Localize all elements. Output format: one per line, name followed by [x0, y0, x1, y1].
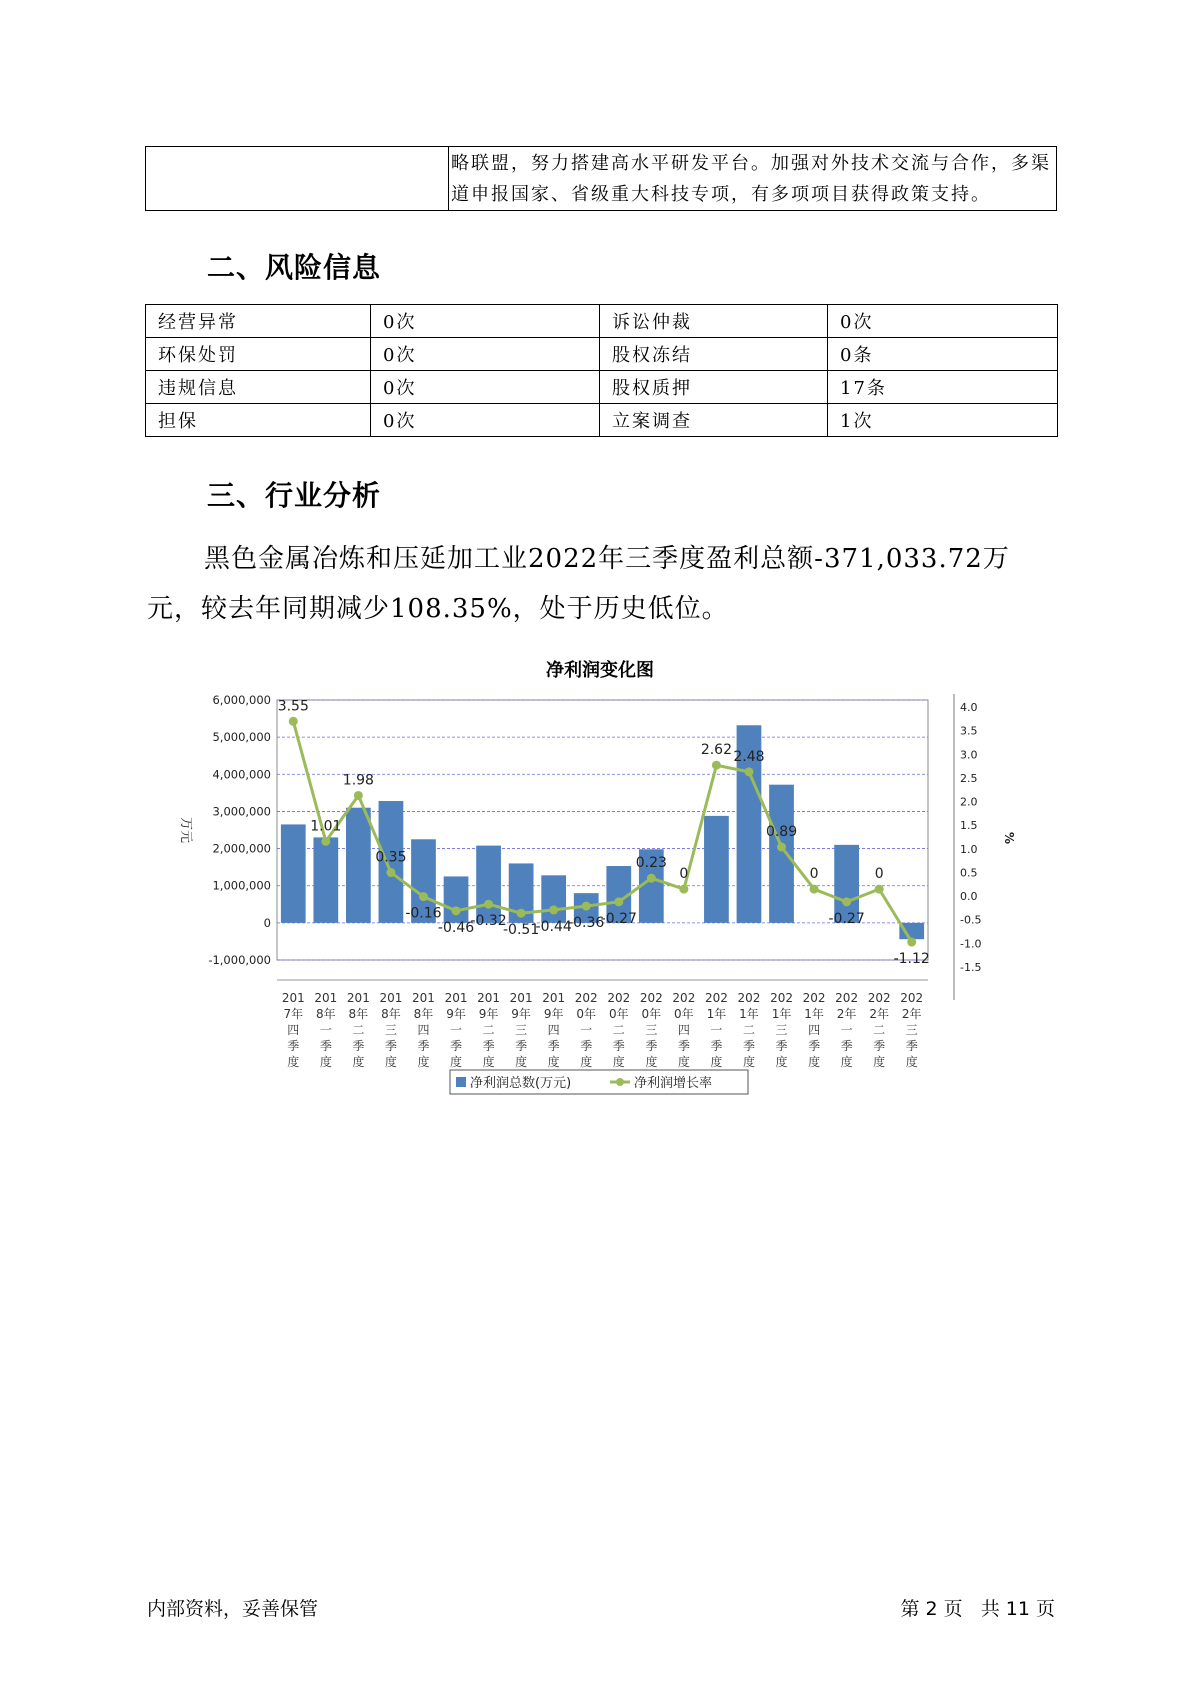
y2-tick-label: 3.5 [960, 724, 978, 738]
bar [313, 837, 338, 922]
x-tick-label: 202 [607, 991, 631, 1005]
x-tick-label: 一 [319, 1023, 332, 1037]
x-tick-label: 201 [412, 991, 435, 1005]
x-tick-label: 度 [515, 1055, 528, 1069]
x-tick-label: 201 [281, 991, 305, 1005]
x-tick-label: 季 [515, 1039, 528, 1053]
industry-paragraph: 黑色金属冶炼和压延加工业2022年三季度盈利总额-371,033.72万元，较去年同期减少108.35%，处于历史低位。 [147, 544, 1010, 624]
x-tick-label: 9年 [511, 1007, 531, 1021]
growth-point [452, 906, 461, 915]
y-tick-label: 1,000,000 [212, 878, 271, 893]
x-tick-label: 三 [515, 1023, 528, 1037]
x-tick-label: 一 [450, 1023, 463, 1037]
growth-point [386, 868, 395, 877]
y2-tick-label: -0.5 [960, 913, 982, 927]
risk-value: 0次 [371, 305, 600, 338]
x-tick-label: 201 [379, 991, 403, 1005]
x-tick-label: 二 [742, 1023, 755, 1037]
x-tick-label: 季 [677, 1039, 690, 1053]
net-profit-chart [160, 690, 1020, 1110]
x-tick-label: 季 [742, 1039, 755, 1053]
x-tick-label: 1年 [804, 1007, 824, 1021]
data-label: -0.27 [828, 910, 865, 927]
y2-tick-label: 0.0 [960, 890, 978, 904]
data-label: -0.27 [600, 910, 637, 927]
x-tick-label: 202 [802, 991, 826, 1005]
x-tick-label: 2年 [901, 1007, 922, 1021]
x-tick-label: 一 [840, 1023, 853, 1037]
x-tick-label: 度 [710, 1055, 723, 1069]
bar [444, 876, 469, 922]
x-tick-label: 三 [775, 1023, 788, 1037]
risk-row [146, 338, 1058, 371]
y-axis-title: 万元 [178, 816, 193, 844]
x-tick-label: 201 [477, 991, 501, 1005]
x-tick-label: 三 [645, 1023, 658, 1037]
risk-value: 1次 [828, 404, 1058, 437]
risk-value: 17条 [828, 371, 1058, 404]
x-tick-label: 9年 [478, 1007, 499, 1021]
x-tick-label: 8年 [413, 1007, 434, 1021]
x-tick-label: 季 [417, 1039, 430, 1053]
x-tick-label: 201 [314, 991, 338, 1005]
growth-point [614, 897, 623, 906]
growth-point [484, 900, 493, 909]
y2-axis-title: % [1002, 831, 1016, 845]
top-table-left-cell [146, 147, 449, 211]
x-tick-label: 2年 [836, 1007, 857, 1021]
y-tick-label: 6,000,000 [212, 693, 271, 707]
risk-value: 0条 [828, 338, 1058, 371]
risk-value: 0次 [371, 404, 600, 437]
data-label: -0.44 [535, 918, 572, 935]
x-tick-label: 四 [808, 1023, 821, 1037]
x-tick-label: 季 [287, 1039, 300, 1053]
x-tick-label: 三 [384, 1023, 397, 1037]
x-tick-label: 季 [547, 1039, 560, 1053]
y2-tick-label: 1.0 [960, 842, 978, 856]
legend-bar-swatch [456, 1077, 466, 1087]
x-tick-label: 2年 [869, 1007, 889, 1021]
x-tick-label: 二 [352, 1023, 365, 1037]
risk-heading: 二、风险信息 [207, 251, 382, 284]
growth-point [875, 885, 884, 894]
x-tick-label: 1年 [771, 1007, 792, 1021]
x-tick-label: 度 [645, 1055, 658, 1069]
y2-tick-label: -1.5 [960, 961, 982, 974]
x-tick-label: 0年 [674, 1007, 694, 1021]
x-tick-label: 202 [672, 991, 696, 1005]
x-tick-label: 度 [450, 1055, 463, 1069]
growth-point [810, 885, 819, 894]
x-tick-label: 度 [580, 1055, 593, 1069]
x-tick-label: 季 [808, 1039, 821, 1053]
data-label: -0.46 [437, 919, 475, 936]
growth-point [744, 767, 753, 776]
y2-tick-label: 0.5 [960, 866, 978, 880]
x-tick-label: 度 [612, 1055, 625, 1069]
risk-row [146, 305, 1058, 338]
risk-label: 担保 [146, 404, 371, 437]
risk-value: 0次 [371, 371, 600, 404]
x-tick-label: 度 [287, 1055, 300, 1069]
x-tick-label: 201 [542, 991, 566, 1005]
data-label: 0.23 [635, 855, 667, 872]
x-tick-label: 202 [867, 991, 891, 1005]
growth-point [419, 892, 428, 901]
risk-label: 环保处罚 [146, 338, 371, 371]
bar [281, 824, 306, 922]
growth-point [907, 938, 916, 947]
x-tick-label: 度 [742, 1055, 755, 1069]
risk-label: 股权冻结 [600, 338, 828, 371]
x-tick-label: 202 [639, 991, 663, 1005]
x-tick-label: 四 [677, 1023, 690, 1037]
risk-label: 违规信息 [146, 371, 371, 404]
x-tick-label: 季 [319, 1039, 332, 1053]
x-tick-label: 202 [835, 991, 859, 1005]
chart-title: 净利润变化图 [546, 660, 654, 681]
footer-left: 内部资料，妥善保管 [147, 1598, 319, 1620]
growth-point [354, 791, 363, 800]
bar [346, 808, 371, 923]
y-tick-label: 2,000,000 [212, 841, 271, 856]
x-tick-label: 0年 [608, 1007, 629, 1021]
data-label: 1.01 [310, 818, 342, 835]
x-tick-label: 二 [873, 1023, 886, 1037]
x-tick-label: 季 [710, 1039, 723, 1053]
y-tick-label: 5,000,000 [212, 730, 271, 745]
x-tick-label: 季 [775, 1039, 788, 1053]
x-tick-label: 度 [319, 1055, 332, 1069]
x-tick-label: 四 [417, 1023, 430, 1037]
data-label: 0 [679, 866, 689, 883]
x-tick-label: 0年 [641, 1007, 662, 1021]
x-tick-label: 度 [547, 1055, 560, 1069]
x-tick-label: 202 [900, 991, 924, 1005]
x-tick-label: 201 [509, 991, 533, 1005]
growth-point [842, 897, 851, 906]
x-tick-label: 度 [840, 1055, 853, 1069]
data-label: -0.51 [503, 922, 540, 939]
risk-label: 诉讼仲裁 [600, 305, 828, 338]
x-tick-label: 8年 [381, 1007, 401, 1021]
bar [769, 785, 794, 923]
x-tick-label: 季 [840, 1039, 853, 1053]
data-label: 1.98 [342, 772, 374, 789]
y-tick-label: 0 [263, 915, 271, 930]
industry-heading: 三、行业分析 [207, 479, 382, 512]
y-tick-label: 4,000,000 [212, 767, 271, 782]
x-tick-label: 季 [384, 1039, 397, 1053]
growth-point [679, 885, 688, 894]
growth-point [289, 717, 298, 726]
top-table-text: 略联盟，努力搭建高水平研发平台。加强对外技术交流与合作，多渠道申报国家、省级重大科技专项，有多项项目获得政策支持。 [449, 147, 1057, 211]
x-tick-label: 季 [645, 1039, 658, 1053]
x-tick-label: 度 [775, 1055, 788, 1069]
x-tick-label: 度 [352, 1055, 365, 1069]
y2-tick-label: 4.0 [960, 701, 978, 714]
x-tick-label: 202 [704, 991, 728, 1005]
y-tick-label: -1,000,000 [208, 953, 271, 967]
x-tick-label: 季 [352, 1039, 365, 1053]
data-label: 0.35 [375, 849, 407, 866]
y-tick-label: 3,000,000 [212, 804, 271, 819]
x-tick-label: 季 [612, 1039, 625, 1053]
top-table [145, 146, 1057, 211]
x-tick-label: 1年 [706, 1007, 727, 1021]
bar [476, 846, 501, 923]
risk-table [145, 304, 1058, 437]
y2-tick-label: -1.0 [960, 937, 982, 951]
data-label: 0 [809, 866, 819, 883]
x-tick-label: 度 [417, 1055, 430, 1069]
x-tick-label: 7年 [283, 1007, 304, 1021]
x-tick-label: 8年 [316, 1007, 336, 1021]
x-tick-label: 度 [905, 1055, 918, 1069]
x-tick-label: 1年 [739, 1007, 759, 1021]
x-tick-label: 季 [482, 1039, 495, 1053]
risk-row [146, 371, 1058, 404]
x-tick-label: 二 [612, 1023, 625, 1037]
legend-line-marker [616, 1078, 624, 1086]
growth-point [647, 874, 656, 883]
growth-point [549, 905, 558, 914]
data-label: 2.48 [733, 748, 765, 765]
data-label: 0.89 [765, 824, 798, 841]
data-label: 0 [874, 866, 884, 883]
risk-label: 经营异常 [146, 305, 371, 338]
y2-tick-label: 2.0 [960, 795, 978, 809]
x-tick-label: 度 [384, 1055, 397, 1069]
risk-label: 股权质押 [600, 371, 828, 404]
footer-page-number: 第 2 页 共 11 页 [900, 1598, 1055, 1620]
x-tick-label: 0年 [576, 1007, 597, 1021]
data-label: 2.62 [700, 742, 733, 759]
x-tick-label: 季 [450, 1039, 463, 1053]
x-tick-label: 三 [905, 1023, 918, 1037]
x-tick-label: 季 [905, 1039, 918, 1053]
x-tick-label: 202 [737, 991, 761, 1005]
risk-value: 0次 [828, 305, 1058, 338]
bar [541, 875, 566, 923]
legend-label: 净利润总数(万元) [470, 1076, 572, 1091]
data-label: -0.32 [470, 913, 507, 930]
growth-point [582, 902, 591, 911]
x-tick-label: 度 [482, 1055, 495, 1069]
x-tick-label: 一 [710, 1023, 723, 1037]
risk-label: 立案调查 [600, 404, 828, 437]
data-label: -1.12 [893, 951, 930, 968]
x-tick-label: 一 [580, 1023, 593, 1037]
y2-tick-label: 2.5 [960, 771, 978, 785]
x-tick-label: 9年 [543, 1007, 564, 1021]
x-tick-label: 季 [580, 1039, 593, 1053]
x-tick-label: 度 [808, 1055, 821, 1069]
growth-point [321, 837, 330, 846]
y2-tick-label: 1.5 [960, 819, 978, 833]
bar [704, 816, 729, 923]
x-tick-label: 201 [346, 991, 370, 1005]
x-tick-label: 度 [677, 1055, 690, 1069]
data-label: -0.16 [405, 905, 442, 922]
x-tick-label: 季 [873, 1039, 886, 1053]
x-tick-label: 9年 [446, 1007, 466, 1021]
growth-point [712, 761, 721, 770]
y2-tick-label: 3.0 [960, 748, 978, 762]
x-tick-label: 202 [770, 991, 793, 1005]
x-tick-label: 8年 [348, 1007, 369, 1021]
growth-point [777, 843, 786, 852]
data-label: 3.55 [277, 698, 309, 715]
x-tick-label: 201 [444, 991, 468, 1005]
x-tick-label: 度 [873, 1055, 886, 1069]
risk-row [146, 404, 1058, 437]
x-tick-label: 四 [287, 1023, 300, 1037]
x-tick-label: 二 [482, 1023, 495, 1037]
x-tick-label: 四 [547, 1023, 560, 1037]
risk-value: 0次 [371, 338, 600, 371]
legend-label: 净利润增长率 [634, 1076, 713, 1091]
growth-point [517, 909, 526, 918]
x-tick-label: 202 [574, 991, 598, 1005]
data-label: -0.36 [568, 915, 605, 932]
